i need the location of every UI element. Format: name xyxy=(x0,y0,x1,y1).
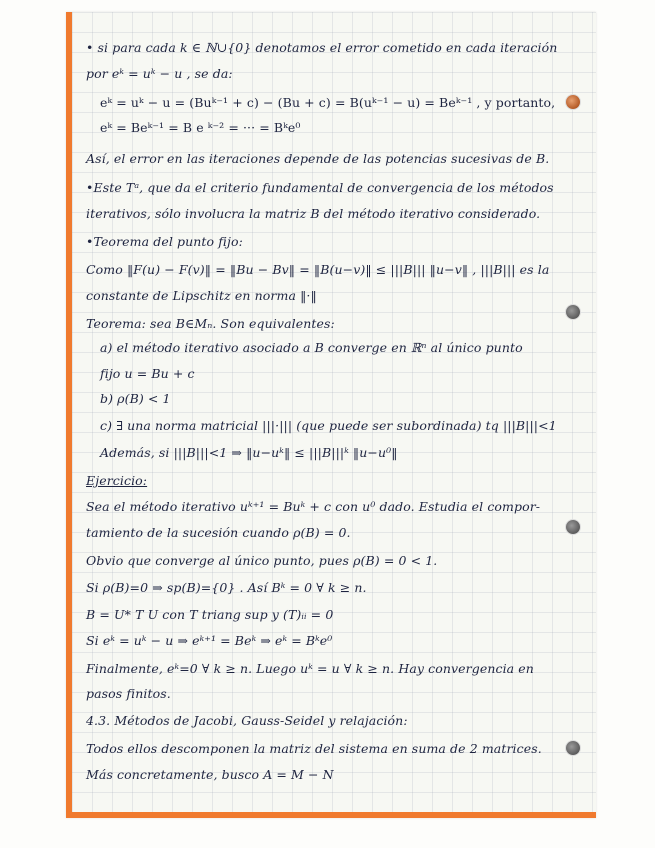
note-theorem-b: b) ρ(B) < 1 xyxy=(100,391,171,406)
binder-hole xyxy=(566,520,580,534)
note-theorem-c: c) ∃ una norma matricial |||·||| (que puede ser subordinada) tq |||B|||<1 xyxy=(100,418,557,433)
note-line-27: Todos ellos descomponen la matriz del sistema en suma de 2 matrices. xyxy=(86,741,542,756)
note-exercise-heading: Ejercicio: xyxy=(86,473,148,488)
note-section-4-3: 4.3. Métodos de Jacobi, Gauss-Seidel y relajación: xyxy=(86,713,408,728)
binder-hole-orange xyxy=(566,95,580,109)
note-answer-6: pasos finitos. xyxy=(86,686,171,701)
note-equation-2: eᵏ = Beᵏ⁻¹ = B e ᵏ⁻² = ··· = Bᵏe⁰ xyxy=(100,120,301,135)
note-heading-fixed-point: •Teorema del punto fijo: xyxy=(86,234,243,249)
binder-hole xyxy=(566,305,580,319)
note-line-6: •Este Tᵃ, que da el criterio fundamental de convergencia de los métodos xyxy=(86,180,554,195)
note-line-5: Así, el error en las iteraciones depende de las potencias sucesivas de B. xyxy=(86,151,550,166)
note-line-7: iterativos, sólo involucra la matriz B del método iterativo considerado. xyxy=(86,206,541,221)
note-answer-4: Si eᵏ = uᵏ − u ⇒ eᵏ⁺¹ = Beᵏ ⇒ eᵏ = Bᵏe⁰ xyxy=(86,633,333,648)
binder-hole xyxy=(566,741,580,755)
note-answer-2: Si ρ(B)=0 ⇒ sp(B)={0} . Así Bᵏ = 0 ∀ k ≥ n. xyxy=(86,580,367,595)
note-theorem: Teorema: sea B∈Mₙ. Son equivalentes: xyxy=(86,316,335,331)
note-answer-1: Obvio que converge al único punto, pues ρ(B) = 0 < 1. xyxy=(86,553,438,568)
note-line-28: Más concretamente, busco A = M − N xyxy=(86,767,334,782)
note-line-10: constante de Lipschitz en norma ‖·‖ xyxy=(86,288,317,303)
note-ademas: Además, si |||B|||<1 ⇒ ‖u−uᵏ‖ ≤ |||B|||ᵏ ‖u−u⁰‖ xyxy=(100,445,398,460)
note-answer-3: B = U* T U con T triang sup y (T)ᵢᵢ = 0 xyxy=(86,607,334,622)
note-exercise-line-1: Sea el método iterativo uᵏ⁺¹ = Buᵏ + c con u⁰ dado. Estudia el compor- xyxy=(86,499,541,514)
note-theorem-a-cont: fijo u = Bu + c xyxy=(100,366,195,381)
note-line-2: por eᵏ = uᵏ − u , se da: xyxy=(86,66,233,81)
note-equation-1: eᵏ = uᵏ − u = (Buᵏ⁻¹ + c) − (Bu + c) = B(uᵏ⁻¹ − u) = Beᵏ⁻¹ , y portanto, xyxy=(100,95,556,110)
note-answer-5: Finalmente, eᵏ=0 ∀ k ≥ n. Luego uᵏ = u ∀ k ≥ n. Hay convergencia en xyxy=(86,661,534,676)
note-line-9: Como ‖F(u) − F(v)‖ = ‖Bu − Bv‖ = ‖B(u−v)‖ ≤ |||B||| ‖u−v‖ , |||B||| es la xyxy=(86,262,550,277)
note-theorem-a: a) el método iterativo asociado a B converge en ℝⁿ al único punto xyxy=(100,340,523,355)
note-exercise-line-2: tamiento de la sucesión cuando ρ(B) = 0. xyxy=(86,525,351,540)
note-line-1: • si para cada k ∈ ℕ∪{0} denotamos el error cometido en cada iteración xyxy=(86,40,558,55)
